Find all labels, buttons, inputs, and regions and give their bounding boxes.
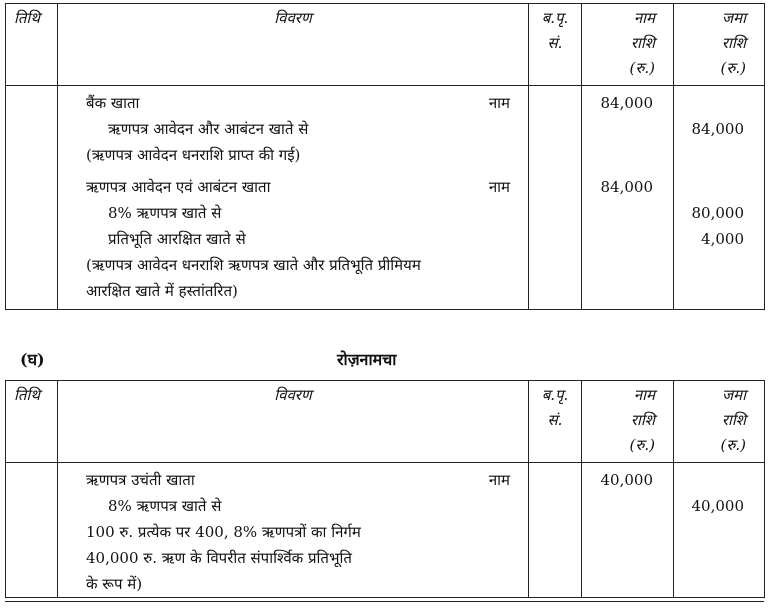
date-cell	[6, 463, 58, 598]
header-credit: जमा राशि (रु.)	[674, 381, 765, 463]
entry2-credit-line-1: 8% ऋणपत्र खाते से	[108, 204, 222, 222]
entry2-debit-line: ऋणपत्र आवेदन एवं आबंटन खाता नाम	[86, 178, 510, 196]
header-debit: नाम राशि (रु.)	[582, 381, 674, 463]
entry2-narration-2: आरक्षित खाते में हस्तांतरित)	[86, 282, 238, 300]
table-row	[6, 463, 765, 598]
credit-cell	[674, 463, 765, 598]
entry3-narration-3: के रूप में)	[86, 575, 143, 593]
particulars-cell	[58, 86, 529, 310]
credit-cell	[674, 86, 765, 310]
entry1-narration: (ऋणपत्र आवेदन धनराशि प्राप्त की गई)	[86, 146, 301, 164]
debit-cell	[582, 463, 674, 598]
entry2-credit-line-2: प्रतिभूति आरक्षित खाते से	[108, 230, 246, 248]
header-date: तिथि	[6, 381, 58, 463]
header-date: तिथि	[6, 4, 58, 86]
header-particulars: विवरण	[58, 381, 529, 463]
lf-cell	[529, 86, 582, 310]
header-particulars: विवरण	[58, 4, 529, 86]
entry2-debit-amount: 84,000	[600, 178, 653, 196]
lf-cell	[529, 463, 582, 598]
entry3-narration-1: 100 रु. प्रत्येक पर 400, 8% ऋणपत्रों का निर्गम	[86, 523, 361, 541]
header-row	[6, 4, 765, 86]
entry2-narration-1: (ऋणपत्र आवेदन धनराशि ऋणपत्र खाते और प्रतिभूति प्रीमियम	[86, 256, 421, 274]
entry1-credit-amount: 84,000	[691, 120, 744, 138]
section-label: (घ)	[20, 350, 45, 369]
entry2-credit-amount-1: 80,000	[691, 204, 744, 222]
section-title: रोज़नामचा	[337, 350, 397, 369]
header-credit: जमा राशि (रु.)	[674, 4, 765, 86]
journal-table-2	[5, 380, 765, 598]
header-debit: नाम राशि (रु.)	[582, 4, 674, 86]
entry3-credit-line: 8% ऋणपत्र खाते से	[108, 497, 222, 515]
entry3-debit-amount: 40,000	[600, 471, 653, 489]
entry1-credit-line: ऋणपत्र आवेदन और आबंटन खाते से	[108, 120, 309, 138]
bottom-rule	[5, 601, 764, 602]
debit-cell	[582, 86, 674, 310]
entry1-debit-line: बैंक खाता नाम	[86, 94, 510, 112]
entry3-narration-2: 40,000 रु. ऋण के विपरीत संपार्श्विक प्रतिभूति	[86, 549, 352, 567]
entry3-credit-amount: 40,000	[691, 497, 744, 515]
header-row	[6, 381, 765, 463]
date-cell	[6, 86, 58, 310]
entry1-debit-amount: 84,000	[600, 94, 653, 112]
journal-table-1	[5, 3, 765, 310]
entry2-credit-amount-2: 4,000	[701, 230, 744, 248]
entry3-debit-line: ऋणपत्र उचंती खाता नाम	[86, 471, 510, 489]
particulars-cell	[58, 463, 529, 598]
header-lf: ब.पृ. सं.	[529, 381, 582, 463]
header-lf: ब.पृ. सं.	[529, 4, 582, 86]
table-row	[6, 86, 765, 310]
